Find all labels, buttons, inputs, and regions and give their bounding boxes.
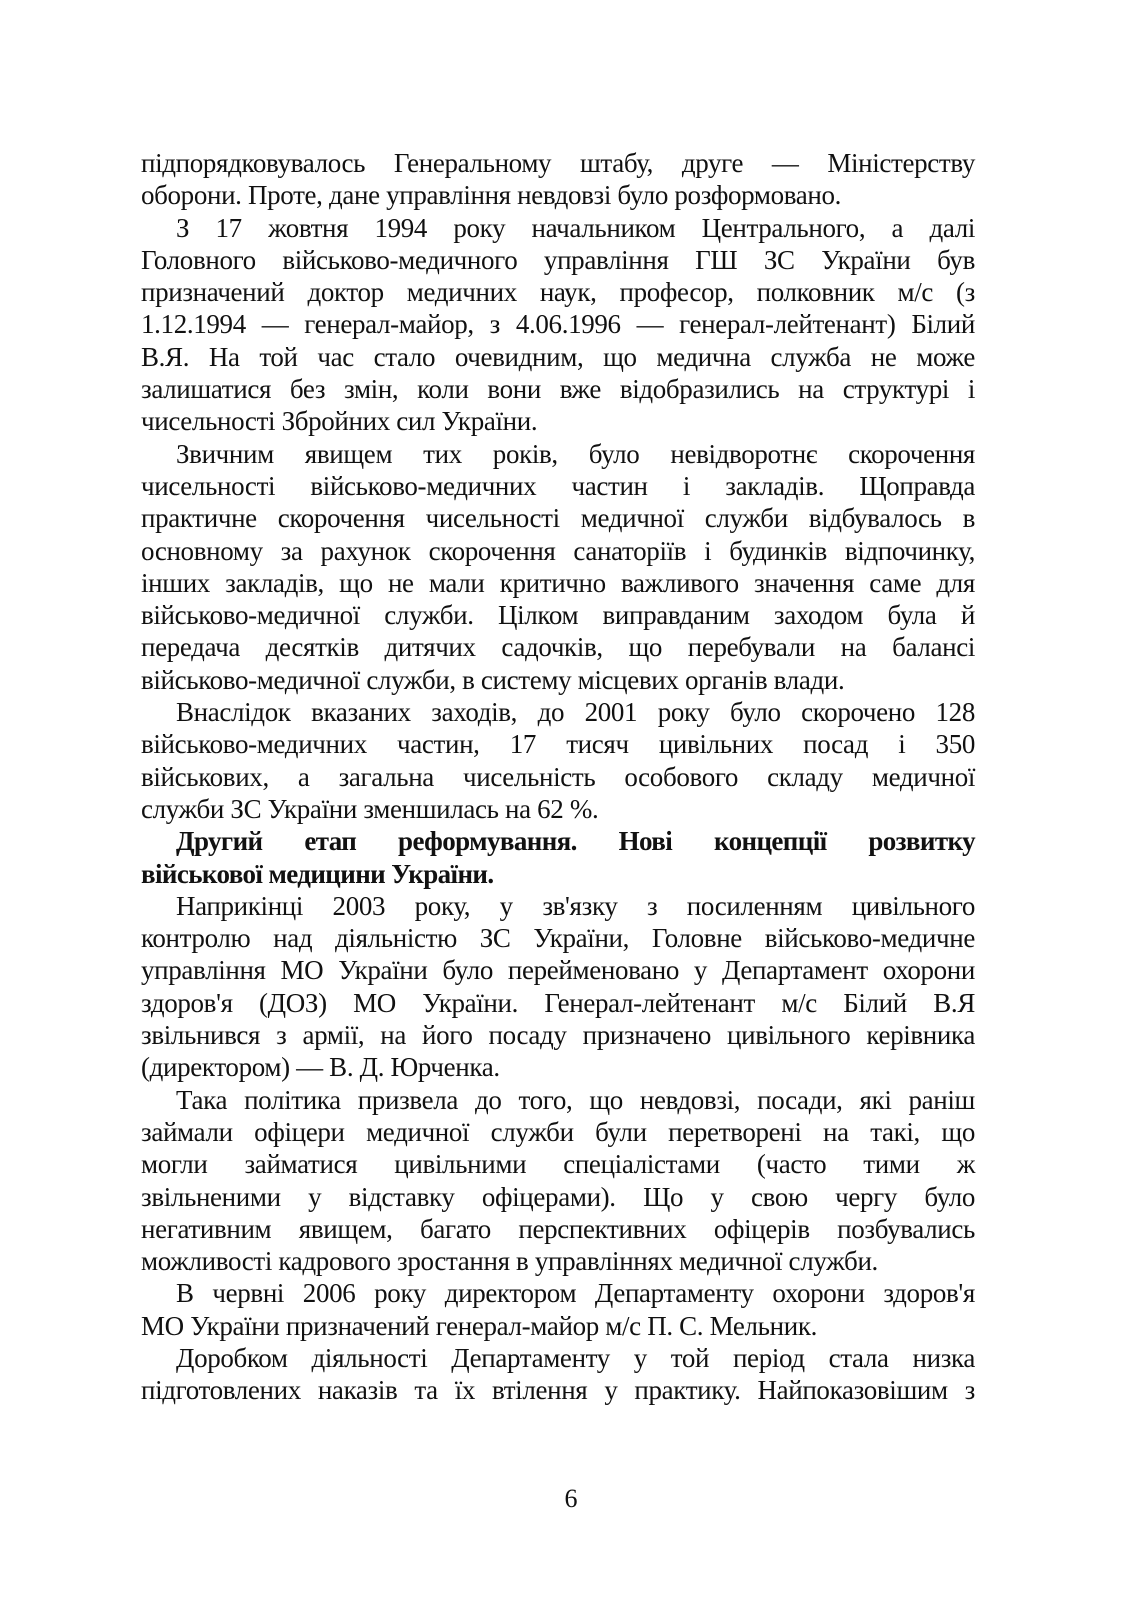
text-line: призначений доктор медичних наук, професор, полковник м/с (з xyxy=(141,277,975,308)
section-heading-line: військової медицини України. xyxy=(141,858,494,889)
text-line: негативним явищем, багато перспективних офіцерів позбувались xyxy=(141,1213,975,1244)
text-line: Доробком діяльності Департаменту у той період стала низка xyxy=(176,1342,975,1373)
text-line: Наприкінці 2003 року, у зв'язку з посиленням цивільного xyxy=(176,890,975,921)
text-line: передача десятків дитячих садочків, що перебували на балансі xyxy=(141,632,975,663)
text-line: Така політика призвела до того, що невдовзі, посади, які раніш xyxy=(176,1084,975,1115)
text-line: звільненими у відставку офіцерами). Що у свою чергу було xyxy=(141,1181,975,1212)
text-line: чисельності військово-медичних частин і закладів. Щоправда xyxy=(141,470,975,501)
text-line: могли займатися цивільними спеціалістами (часто тими ж xyxy=(141,1149,975,1180)
text-line: З 17 жовтня 1994 року начальником Центрального, а далі xyxy=(176,212,975,243)
text-line: залишатися без змін, коли вони вже відобразились на структурі і xyxy=(141,374,975,405)
text-line: Внаслідок вказаних заходів, до 2001 року було скорочено 128 xyxy=(176,697,975,728)
text-line: оборони. Проте, дане управління невдовзі було розформовано. xyxy=(141,180,842,211)
text-line: В.Я. На той час стало очевидним, що медична служба не може xyxy=(141,341,975,372)
text-line: чисельності Збройних сил України. xyxy=(141,406,538,437)
text-line: управління МО України було перейменовано у Департамент охорони xyxy=(141,955,975,986)
section-heading-line: Другий етап реформування. Нові концепції розвитку xyxy=(176,826,975,857)
text-line: служби ЗС України зменшилась на 62 %. xyxy=(141,793,599,824)
text-line: звільнився з армії, на його посаду призначено цивільного керівника xyxy=(141,1020,975,1051)
text-line: військових, а загальна чисельність особового складу медичної xyxy=(141,761,975,792)
text-line: Головного військово-медичного управління ГШ ЗС України був xyxy=(141,244,975,275)
body-text xyxy=(141,147,975,1407)
text-line: Звичним явищем тих років, було невідворотнє скорочення xyxy=(176,438,975,469)
text-line: МО України призначений генерал-майор м/с П. С. Мельник. xyxy=(141,1310,818,1341)
text-line: підпорядковувалось Генеральному штабу, друге — Міністерству xyxy=(141,148,975,178)
text-line: підготовлених наказів та їх втілення у практику. Найпоказовішим з xyxy=(141,1375,975,1406)
text-line: військово-медичної служби, в систему місцевих органів влади. xyxy=(141,664,845,695)
text-line: військово-медичних частин, 17 тисяч цивільних посад і 350 xyxy=(141,729,975,760)
text-line: здоров'я (ДОЗ) МО України. Генерал-лейтенант м/с Білий В.Я xyxy=(141,987,975,1018)
text-line: можливості кадрового зростання в управліннях медичної служби. xyxy=(141,1246,878,1277)
text-line: займали офіцери медичної служби були перетворені на такі, що xyxy=(141,1116,975,1147)
text-line: В червні 2006 року директором Департаменту охорони здоров'я xyxy=(176,1278,975,1309)
page-number: 6 xyxy=(564,1484,578,1513)
text-line: (директором) — В. Д. Юрченка. xyxy=(141,1052,500,1083)
text-line: практичне скорочення чисельності медичної служби відбувалось в xyxy=(141,503,975,534)
text-line: основному за рахунок скорочення санаторіїв і будинків відпочинку, xyxy=(141,535,975,566)
text-line: інших закладів, що не мали критично важливого значення саме для xyxy=(141,567,975,598)
text-line: контролю над діяльністю ЗС України, Головне військово-медичне xyxy=(141,923,975,954)
text-line: військово-медичної служби. Цілком виправданим заходом була й xyxy=(141,600,975,631)
text-line: 1.12.1994 — генерал-майор, з 4.06.1996 — генерал-лейтенант) Білий xyxy=(141,309,975,340)
